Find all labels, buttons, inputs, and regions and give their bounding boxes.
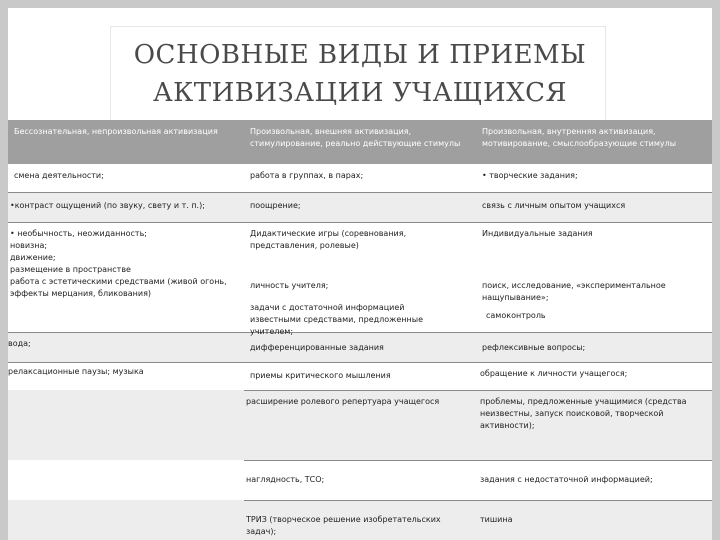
col3-cell: • творческие задания; <box>482 171 578 180</box>
col2-cell: ТРИЗ (творческое решение изобретательских задач); <box>246 515 441 536</box>
col2-cell: дифференцированные задания <box>250 343 384 352</box>
title-line-2: АКТИВИЗАЦИИ УЧАЩИХСЯ <box>152 78 568 108</box>
col3-cell: самоконтроль <box>486 311 546 320</box>
col1-cell: релаксационные паузы; музыка <box>8 367 144 376</box>
col1-cell: • необычность, неожиданность; новизна; движение; размещение в пространстве работа с эстетическими средствами (живой огонь, эффекты мерцания, бликования) <box>10 229 227 298</box>
col2-cell: личность учителя; <box>250 281 329 290</box>
col3-cell: поиск, исследование, «экспериментальное нащупывание»; <box>482 281 666 302</box>
header-col-1: Бессознательная, непроизвольная активизация <box>14 127 218 136</box>
col2-cell: Дидактические игры (соревнования, представления, ролевые) <box>250 229 407 250</box>
row-divider <box>8 192 712 193</box>
row-divider <box>8 222 712 223</box>
row-divider <box>8 362 712 363</box>
col2-cell: наглядность, ТСО; <box>246 475 325 484</box>
row-divider <box>244 460 712 461</box>
col3-cell: обращение к личности учащегося; <box>480 369 628 378</box>
row-divider <box>244 500 712 501</box>
header-col-3: Произвольная, внутренняя активизация, мотивирование, смыслообразующие стимулы <box>482 127 677 148</box>
col2-cell: приемы критического мышления <box>250 371 391 380</box>
col3-cell: проблемы, предложенные учащимися (средства неизвестны, запуск поисковой, творческой активности); <box>480 397 687 430</box>
col3-cell: тишина <box>480 515 513 524</box>
col2-cell: расширение ролевого репертуара учащегося <box>246 397 440 406</box>
activation-table <box>8 120 712 540</box>
col3-cell: рефлексивные вопросы; <box>482 343 586 352</box>
col3-cell: Индивидуальные задания <box>482 229 593 238</box>
col3-cell: связь с личным опытом учащихся <box>482 201 626 210</box>
col1-cell: вода; <box>8 339 31 348</box>
header-col-2: Произвольная, внешняя активизация, стимулирование, реально действующие стимулы <box>250 127 461 148</box>
col2-cell: задачи с достаточной информацией известными средствами, предложенные учителем; <box>250 303 423 336</box>
col1-cell: •контраст ощущений (по звуку, свету и т. п.); <box>10 201 205 210</box>
col2-cell: работа в группах, в парах; <box>250 171 364 180</box>
slide-title <box>8 36 712 112</box>
col1-cell: смена деятельности; <box>14 171 104 180</box>
slide <box>8 8 712 540</box>
row-divider <box>244 390 712 391</box>
col3-cell: задания с недостаточной информацией; <box>480 475 653 484</box>
title-line-1: ОСНОВНЫЕ ВИДЫ И ПРИЕМЫ <box>133 40 587 70</box>
col2-cell: поощрение; <box>250 201 301 210</box>
